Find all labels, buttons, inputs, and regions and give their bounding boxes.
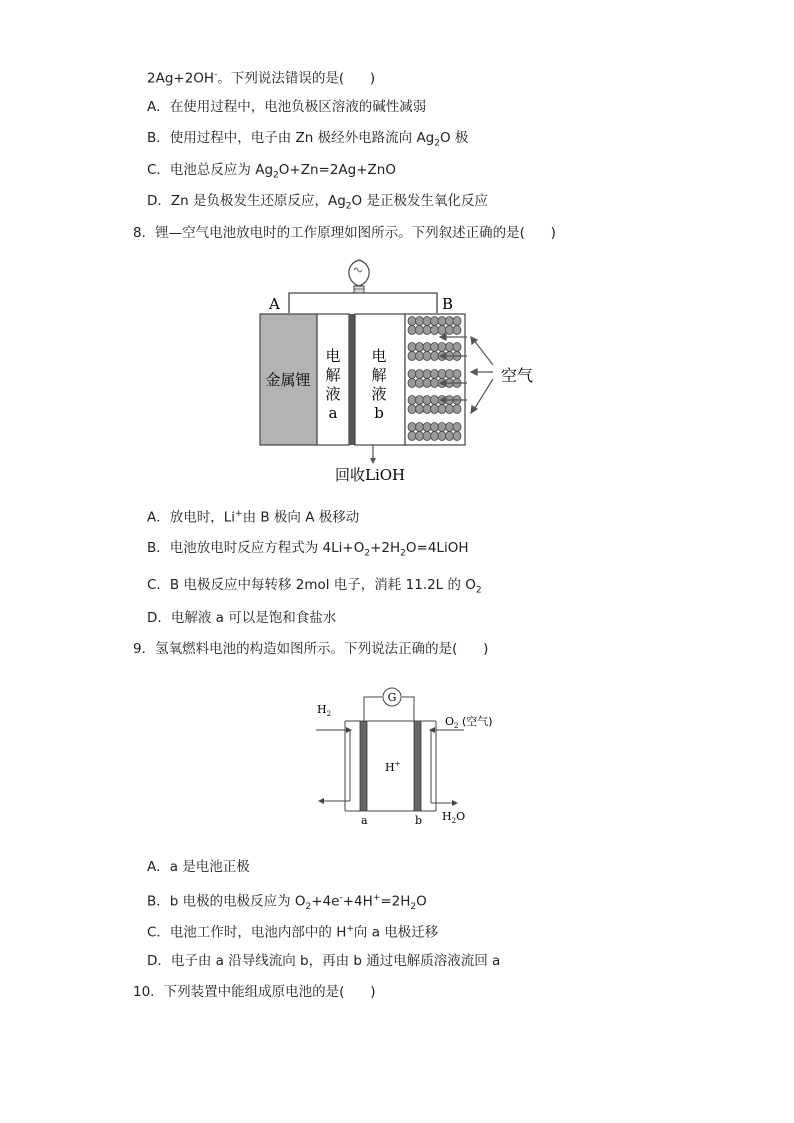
coil-loop [431,343,439,352]
electrode-a-label: A [269,295,280,313]
coil-loop [423,326,431,335]
coil-loop [446,405,454,414]
coil-loop [408,423,416,432]
coil-loop [446,326,454,335]
h2-outlet-arrow-icon [318,798,324,804]
coil-loop [453,370,461,379]
q8-option-d[interactable]: D．电解液 a 可以是饱和食盐水 [147,610,337,626]
lithium-metal-label: 金属锂 [265,371,311,389]
q7-option-b[interactable]: B．使用过程中，电子由 Zn 极经外电路流向 $Ag_2O$ 极 [147,130,469,149]
coil-loop [431,317,439,326]
q9-option-b[interactable]: B．b 电极的电极反应为 $O_2+4e^-+4H^+=2H_2O$ [147,893,427,913]
electrolyte-b-char-2: 解 [371,366,387,384]
coil-loop [431,432,439,441]
coil-loop [423,379,431,388]
coil-loop [453,326,461,335]
coil-loop [438,343,446,352]
hydrogen-ion-label: H+ [385,760,401,774]
wire-right [402,697,414,721]
fuel-cell-svg [312,685,502,830]
coil-loop [438,370,446,379]
coil-loop [431,352,439,361]
coil-loop [431,423,439,432]
coil-loop [423,405,431,414]
coil-loop [416,423,424,432]
h2-inlet-arrow-icon [346,727,352,733]
q8-option-a[interactable]: A．放电时，Li+由 B 极向 A 极移动 [147,509,360,526]
q9-option-a[interactable]: A．a 是电池正极 [147,859,250,875]
coil-loop [446,317,454,326]
coil-loop [438,423,446,432]
water-outlet-arrow-icon [452,800,458,806]
coil-loop [438,432,446,441]
coil-loop [446,423,454,432]
light-bulb-icon [349,260,369,293]
water-label: $H_2O$ [442,810,466,825]
coil-loop [416,326,424,335]
coil-loop [416,352,424,361]
coil-loop [453,432,461,441]
coil-loop [423,432,431,441]
coil-loop [431,326,439,335]
coil-loop [408,396,416,405]
coil-loop [438,405,446,414]
coil-loop [423,423,431,432]
right-chamber [421,721,436,811]
electrode-b-label: b [415,814,423,827]
electrode-a [360,721,367,811]
coil-loop [423,370,431,379]
air-label: 空气 [501,366,534,385]
coil-loop [408,370,416,379]
electrode-a-label: a [361,814,368,827]
recycle-lioh-label: 回收LiOH [335,466,406,484]
electrode-b-label: B [442,295,454,313]
coil-loop [431,396,439,405]
coil-loop [431,405,439,414]
fuel-cell-figure [312,685,502,830]
q8-option-b[interactable]: B．电池放电时反应方程式为 $4Li+O_2+2H_2O=4LiOH$ [147,540,469,559]
coil-loop [416,396,424,405]
coil-loop [431,370,439,379]
coil-loop [446,343,454,352]
coil-loop [408,432,416,441]
q8-stem: 8．锂—空气电池放电时的工作原理如图所示。下列叙述正确的是( ) [133,225,556,241]
coil-loop [408,405,416,414]
coil-loop [416,370,424,379]
li-air-battery-svg [255,255,555,487]
o2-inlet-arrow-icon [429,727,435,733]
electrolyte-b-char-1: 电 [371,347,387,365]
coil-loop [446,432,454,441]
q9-option-d[interactable]: D．电子由 a 沿导线流向 b，再由 b 通过电解质溶液流回 a [147,953,501,969]
q7-stem-continuation: 2Ag+2OH-。下列说法错误的是( ) [147,70,376,87]
wire-left [364,697,382,721]
electrolyte-a-char-1: 电 [325,347,341,365]
coil-loop [423,352,431,361]
electrolyte-a-char-4: a [328,404,338,422]
li-air-battery-figure [255,255,555,487]
coil-loop [431,379,439,388]
coil-loop [423,343,431,352]
coil-loop [408,317,416,326]
coil-loop [423,317,431,326]
left-chamber [345,721,360,811]
coil-loop [438,317,446,326]
coil-loop [453,405,461,414]
coil-loop [416,317,424,326]
electrode-b [414,721,421,811]
q9-stem: 9．氢氧燃料电池的构造如图所示。下列说法正确的是( ) [133,641,489,657]
q10-stem: 10．下列装置中能组成原电池的是( ) [133,984,376,1000]
q9-option-c[interactable]: C．电池工作时，电池内部中的 H+向 a 电极迁移 [147,924,439,941]
q8-option-c[interactable]: C．B 电极反应中每转移 2mol 电子，消耗 11.2L 的 $O_2$ [147,577,482,596]
coil-loop [423,396,431,405]
galvanometer-label: G [387,691,397,704]
coil-loop [416,343,424,352]
electrolyte-a-char-2: 解 [325,366,341,384]
coil-loop [453,423,461,432]
electrolyte-a-char-3: 液 [325,385,341,403]
coil-loop [408,326,416,335]
coil-loop [416,379,424,388]
coil-loop [453,317,461,326]
electrolyte-b-char-3: 液 [371,385,387,403]
external-wire [289,293,437,313]
q7-option-a[interactable]: A．在使用过程中，电池负极区溶液的碱性减弱 [147,99,427,115]
outlet-arrow-icon [370,458,376,464]
q7-option-c[interactable]: C．电池总反应为 $Ag_2O+Zn=2Ag+ZnO$ [147,162,396,181]
separator-membrane [349,314,355,445]
coil-loop [416,405,424,414]
q7-option-d[interactable]: D．Zn 是负极发生还原反应，$Ag_2O$ 是正极发生氧化反应 [147,193,488,212]
coil-loop [446,370,454,379]
coil-loop [438,326,446,335]
o2-label: $O_2$ (空气) [445,715,493,730]
electrolyte-b-char-4: b [374,404,384,422]
coil-loop [408,343,416,352]
coil-loop [408,379,416,388]
coil-loop [453,343,461,352]
h2-label: $H_2$ [317,703,332,718]
coil-loop [408,352,416,361]
coil-loop [416,432,424,441]
